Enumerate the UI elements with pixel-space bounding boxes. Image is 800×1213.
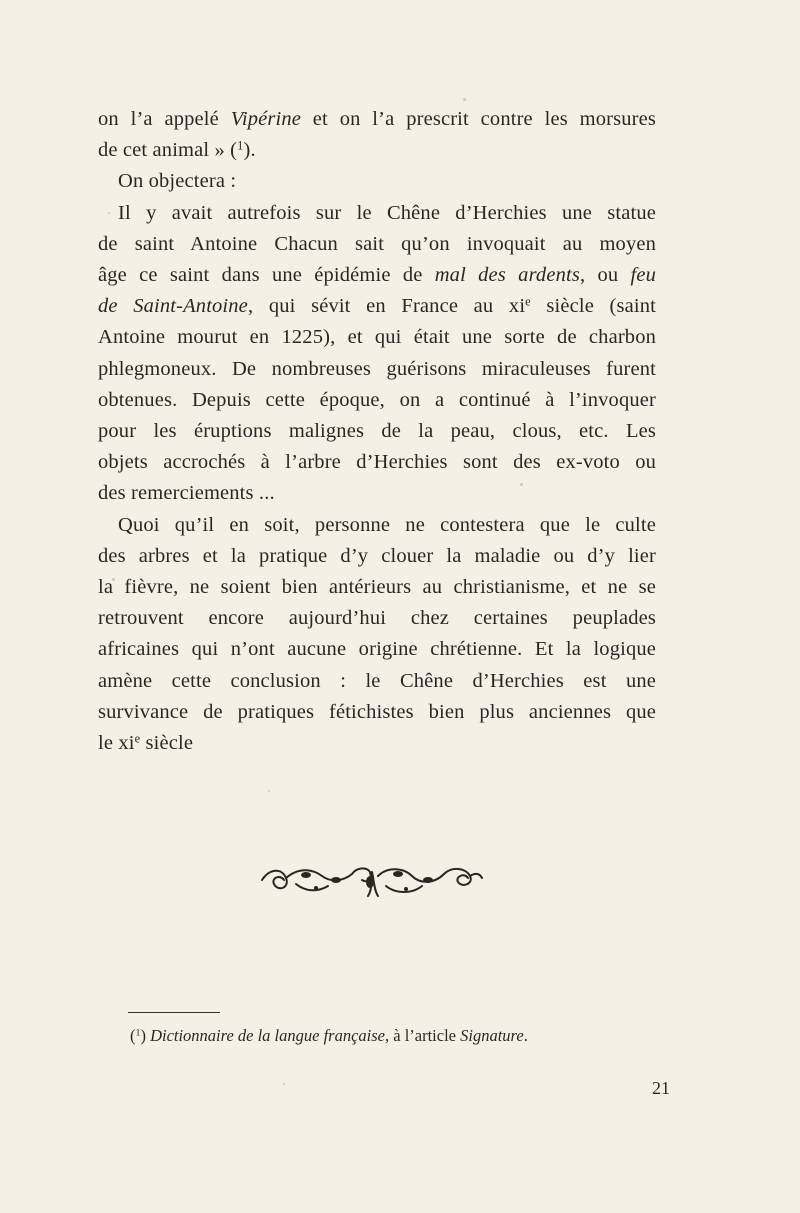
text-line: âge ce saint dans une épidémie de mal des ardents, ou feu bbox=[98, 264, 656, 287]
page-number: 21 bbox=[652, 1078, 670, 1098]
text-line: survivance de pratiques fétichistes bien plus anciennes que bbox=[98, 700, 656, 723]
paper-speck bbox=[283, 1083, 285, 1085]
text-line: de saint Antoine Chacun sait qu’on invoquait au moyen bbox=[98, 232, 656, 255]
text-line: Il y avait autrefois sur le Chêne d’Herchies une statue bbox=[118, 201, 656, 224]
text-line: phlegmoneux. De nombreuses guérisons miraculeuses furent bbox=[98, 357, 656, 380]
paper-speck bbox=[268, 790, 270, 792]
text-line: de cet animal » ($^1$). bbox=[98, 138, 256, 162]
text-line: des arbres et la pratique d’y clouer la maladie ou d’y lier bbox=[98, 544, 656, 567]
text-line: pour les éruptions malignes de la peau, clous, etc. Les bbox=[98, 420, 656, 443]
text-line: de Saint-Antoine, qui sévit en France au $xi^e$ siècle (saint bbox=[98, 294, 656, 318]
paper-speck bbox=[463, 98, 466, 101]
footnote: ($^1$) Dictionnaire de la langue française, à l’article Signature. bbox=[130, 1026, 528, 1045]
text-line: objets accrochés à l’arbre d’Herchies sont des ex-voto ou bbox=[98, 451, 656, 474]
text-line: obtenues. Depuis cette époque, on a continué à l’invoquer bbox=[98, 388, 656, 411]
text-line: Quoi qu’il en soit, personne ne contestera que le culte bbox=[118, 513, 656, 536]
vine-ornament-icon bbox=[256, 858, 486, 900]
text-line: On objectera : bbox=[118, 170, 237, 193]
text-line: la fièvre, ne soient bien antérieurs au christianisme, et ne se bbox=[98, 576, 656, 599]
text-line: on l’a appelé Vipérine et on l’a prescrit contre les morsures bbox=[98, 108, 656, 130]
body-text bbox=[98, 104, 656, 759]
text-line: retrouvent encore aujourd’hui chez certaines peuplades bbox=[98, 607, 656, 630]
text-line: Antoine mourut en 1225), et qui était une sorte de charbon bbox=[98, 326, 656, 349]
footnote-rule bbox=[128, 1012, 220, 1013]
text-line: des remerciements ... bbox=[98, 482, 275, 505]
paper-speck bbox=[520, 483, 523, 486]
text-line: amène cette conclusion : le Chêne d’Herchies est une bbox=[98, 669, 656, 692]
paper-speck bbox=[112, 578, 115, 581]
paper-speck bbox=[108, 212, 110, 214]
text-line: le $xi^e$ siècle bbox=[98, 731, 194, 755]
text-line: africaines qui n’ont aucune origine chrétienne. Et la logique bbox=[98, 638, 656, 661]
